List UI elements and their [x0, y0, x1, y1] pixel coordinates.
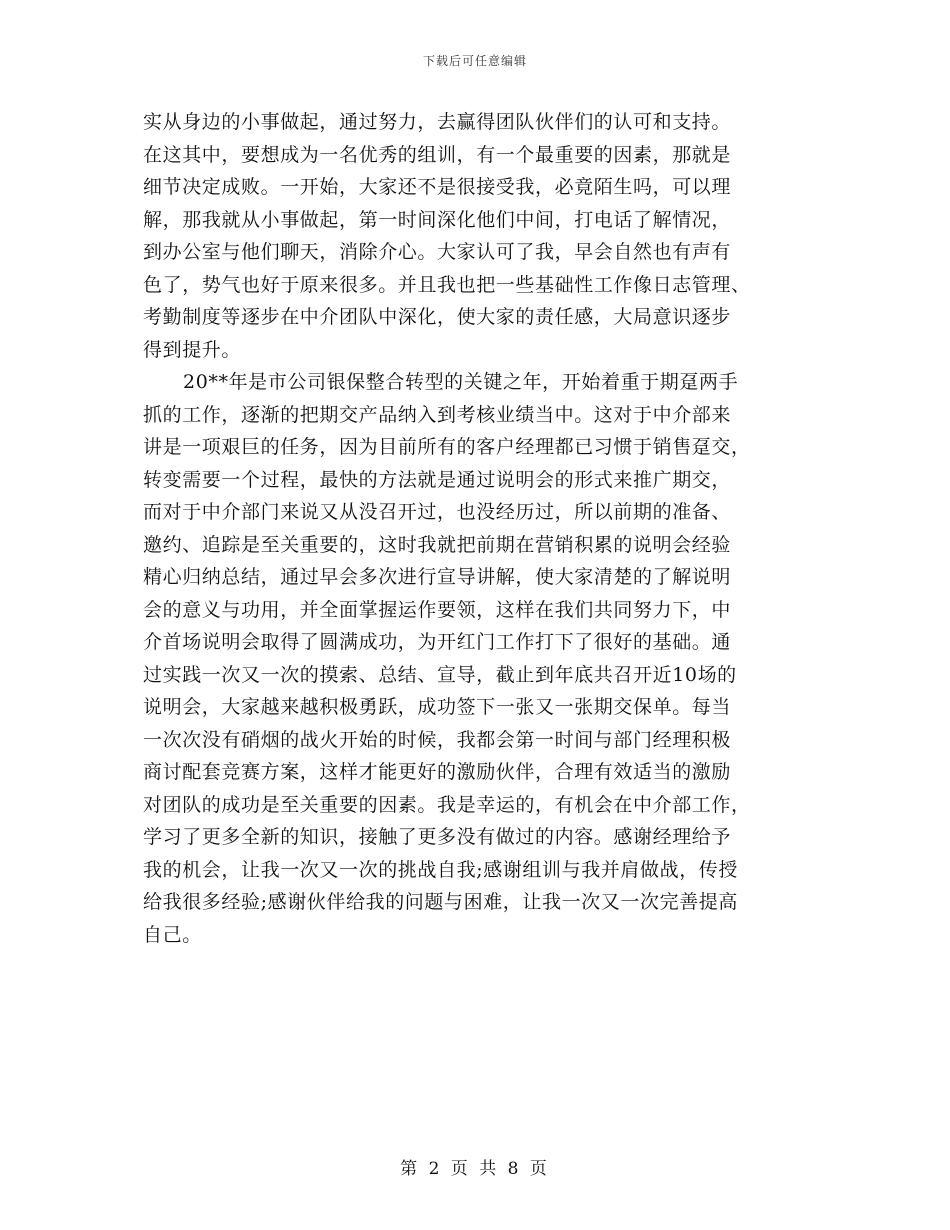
text-line: 抓的工作，逐渐的把期交产品纳入到考核业绩当中。这对于中介部来	[143, 403, 732, 426]
text-line: 过实践一次又一次的摸索、总结、宣导，截止到年底共召开近10场的	[143, 663, 737, 686]
document-body	[143, 106, 808, 951]
text-line: 对团队的成功是至关重要的因素。我是幸运的，有机会在中介部工作，	[143, 793, 751, 816]
text-line: 会的意义与功用，并全面掌握运作要领，这样在我们共同努力下，中	[143, 598, 732, 621]
text-line: 在这其中，要想成为一名优秀的组训，有一个最重要的因素，那就是	[143, 143, 732, 166]
text-line: 得到提升。	[143, 338, 242, 361]
text-line: 给我很多经验;感谢伙伴给我的问题与困难，让我一次又一次完善提高	[143, 891, 739, 913]
text-line: 实从身边的小事做起，通过努力，去赢得团队伙伴们的认可和支持。	[143, 111, 732, 133]
text-line: 讲是一项艰巨的任务，因为目前所有的客户经理都已习惯于销售趸交，	[143, 436, 751, 458]
text-line: 说明会，大家越来越积极勇跃，成功签下一张又一张期交保单。每当	[143, 696, 732, 718]
text-line-indented: 20**年是市公司银保整合转型的关键之年，开始着重于期趸两手	[183, 371, 739, 393]
text-line: 细节决定成败。一开始，大家还不是很接受我，必竟陌生吗，可以理	[143, 176, 732, 198]
text-line: 商讨配套竞赛方案，这样才能更好的激励伙伴，合理有效适当的激励	[143, 761, 732, 783]
page-number-footer: 第 2 页 共 8 页	[400, 1159, 550, 1179]
text-line: 色了，势气也好于原来很多。并且我也把一些基础性工作像日志管理、	[143, 273, 751, 296]
page-header: 下载后可任意编辑	[422, 54, 527, 68]
text-line: 考勤制度等逐步在中介团队中深化，使大家的责任感，大局意识逐步	[143, 306, 732, 328]
text-line: 转变需要一个过程，最快的方法就是通过说明会的形式来推广期交，	[143, 468, 732, 491]
paragraph	[143, 106, 808, 366]
text-line: 自己。	[143, 923, 202, 946]
text-line: 一次次没有硝烟的战火开始的时候，我都会第一时间与部门经理积极	[143, 728, 732, 751]
text-line: 到办公室与他们聊天，消除介心。大家认可了我，早会自然也有声有	[143, 241, 732, 263]
text-line: 精心归纳总结，通过早会多次进行宣导讲解，使大家清楚的了解说明	[143, 566, 732, 588]
text-line: 介首场说明会取得了圆满成功，为开红门工作打下了很好的基础。通	[143, 631, 732, 653]
text-line: 解，那我就从小事做起，第一时间深化他们中间，打电话了解情况，	[143, 208, 732, 231]
text-line: 学习了更多全新的知识，接触了更多没有做过的内容。感谢经理给予	[143, 826, 732, 848]
paragraph	[143, 366, 808, 951]
text-line: 而对于中介部门来说又从没召开过，也没经历过，所以前期的准备、	[143, 501, 732, 523]
text-line: 我的机会，让我一次又一次的挑战自我;感谢组训与我并肩做战，传授	[143, 858, 739, 881]
text-line: 邀约、追踪是至关重要的，这时我就把前期在营销积累的说明会经验	[143, 533, 732, 556]
